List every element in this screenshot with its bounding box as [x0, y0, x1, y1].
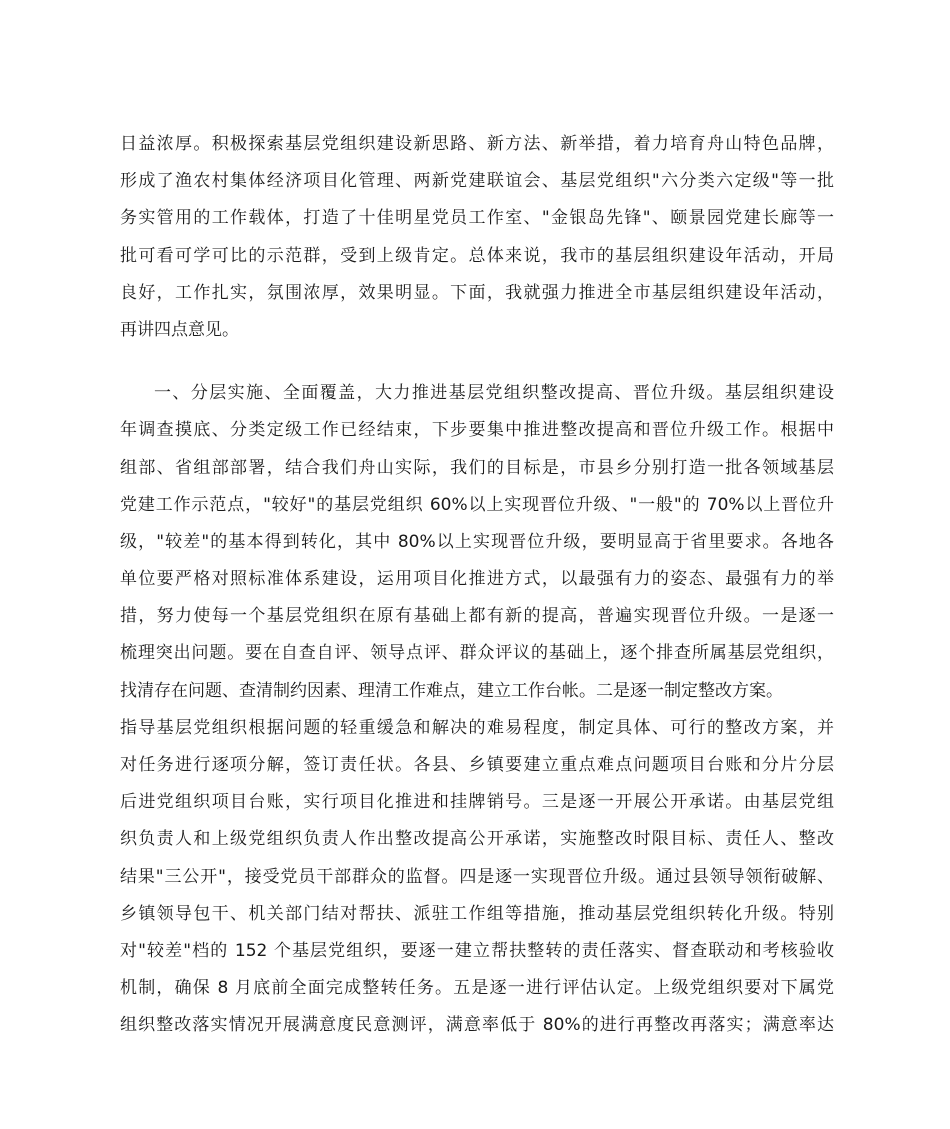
text-line: 机制，确保 8 月底前全面完成整转任务。五是逐一进行评估认定。上级党组织要对下属党 — [120, 978, 834, 999]
text-line: 对任务进行逐项分解，签订责任状。各县、乡镇要建立重点难点问题项目台账和分片分层 — [120, 755, 834, 775]
text-line: 结果"三公开"，接受党员干部群众的监督。四是逐一实现晋位升级。通过县领导领衔破解、 — [120, 866, 834, 887]
text-line: 组部、省组部部署，结合我们舟山实际，我们的目标是，市县乡分别打造一批各领域基层 — [120, 457, 834, 478]
text-line: 再讲四点意见。 — [120, 319, 239, 340]
text-line: 年调查摸底、分类定级工作已经结束，下步要集中推进整改提高和晋位升级工作。根据中 — [120, 420, 834, 441]
text-line: 组织整改落实情况开展满意度民意测评，满意率低于 80%的进行再整改再落实；满意率达 — [120, 1015, 834, 1036]
document-page — [120, 126, 834, 1045]
text-line: 指导基层党组织根据问题的轻重缓急和解决的难易程度，制定具体、可行的整改方案，并 — [120, 717, 834, 738]
text-line: 措，努力使每一个基层党组织在原有基础上都有新的提高，普遍实现晋位升级。一是逐一 — [120, 606, 834, 627]
text-line: 良好，工作扎实，氛围浓厚，效果明显。下面，我就强力推进全市基层组织建设年活动， — [120, 282, 834, 303]
text-line: 日益浓厚。积极探索基层党组织建设新思路、新方法、新举措，着力培育舟山特色品牌， — [120, 134, 834, 154]
text-line: 单位要严格对照标准体系建设，运用项目化推进方式，以最强有力的姿态、最强有力的举 — [120, 569, 834, 590]
text-line: 形成了渔农村集体经济项目化管理、两新党建联谊会、基层党组织"六分类六定级"等一批 — [120, 171, 834, 192]
text-line: 乡镇领导包干、机关部门结对帮扶、派驻工作组等措施，推动基层党组织转化升级。特别 — [120, 903, 834, 924]
text-line: 一、分层实施、全面覆盖，大力推进基层党组织整改提高、晋位升级。基层组织建设 — [154, 383, 834, 404]
text-line: 找清存在问题、查清制约因素、理清工作难点，建立工作台帐。二是逐一制定整改方案。 — [120, 680, 783, 701]
paragraph-2 — [120, 375, 834, 1044]
text-line: 织负责人和上级党组织负责人作出整改提高公开承诺，实施整改时限目标、责任人、整改 — [120, 829, 834, 850]
text-line: 批可看可学可比的示范群，受到上级肯定。总体来说，我市的基层组织建设年活动，开局 — [120, 245, 834, 266]
text-line: 对"较差"档的 152 个基层党组织，要逐一建立帮扶整转的责任落实、督查联动和考核验收 — [120, 940, 834, 961]
text-line: 务实管用的工作载体，打造了十佳明星党员工作室、"金银岛先锋"、颐景园党建长廊等一 — [120, 208, 834, 229]
text-line: 级，"较差"的基本得到转化，其中 80%以上实现晋位升级，要明显高于省里要求。各地各 — [120, 531, 834, 552]
paragraph-1 — [120, 126, 834, 349]
text-line: 党建工作示范点，"较好"的基层党组织 60%以上实现晋位升级、"一般"的 70%以上晋位升 — [120, 494, 834, 515]
text-line: 后进党组织项目台账，实行项目化推进和挂牌销号。三是逐一开展公开承诺。由基层党组 — [120, 792, 834, 813]
paragraph-gap — [120, 349, 834, 375]
text-line: 梳理突出问题。要在自查自评、领导点评、群众评议的基础上，逐个排查所属基层党组织， — [120, 643, 834, 664]
